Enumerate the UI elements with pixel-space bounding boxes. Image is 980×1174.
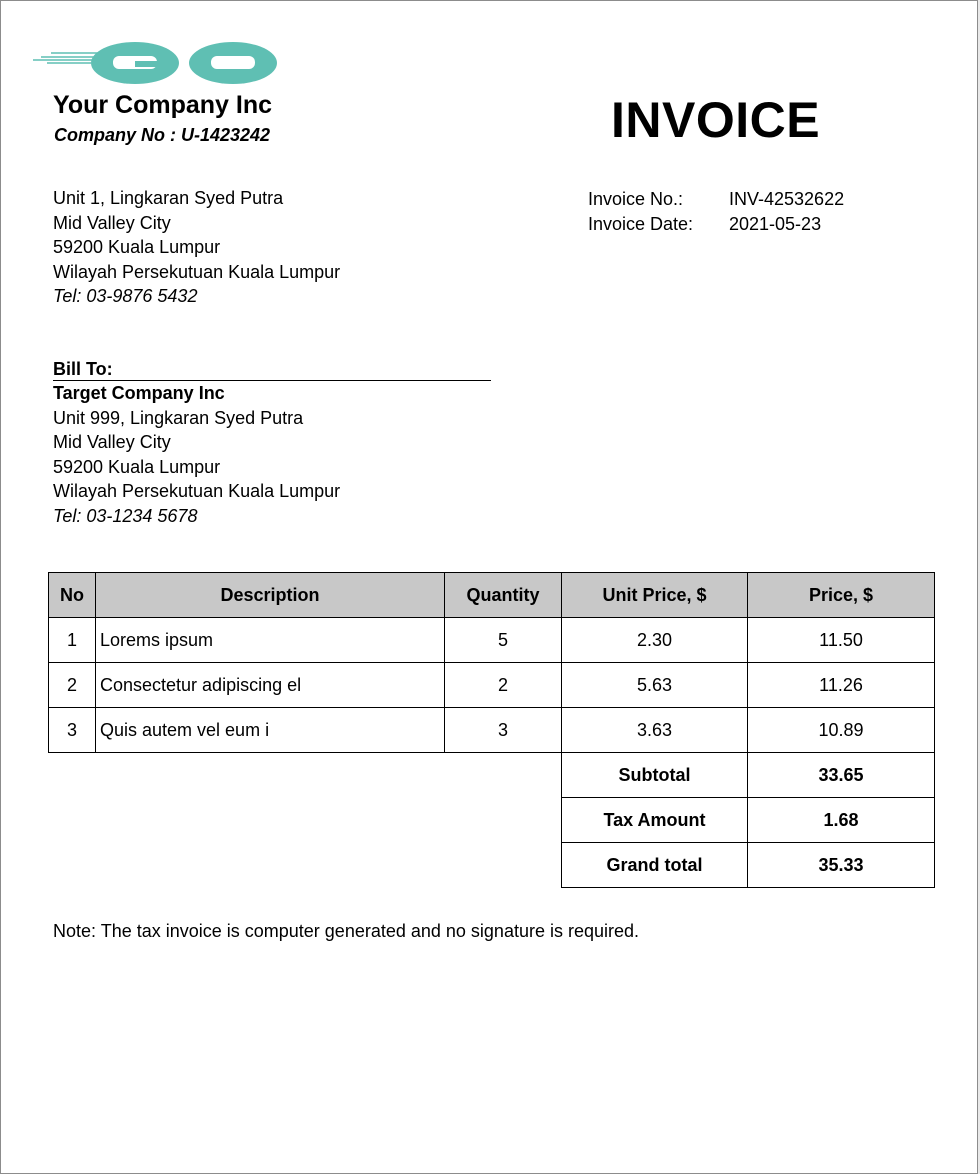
- table-row: [49, 618, 935, 663]
- table-row: [49, 708, 935, 753]
- invoice-number: INV-42532622: [729, 189, 845, 209]
- cell-description: Consectetur adipiscing el: [96, 663, 445, 708]
- address-line: 59200 Kuala Lumpur: [53, 456, 221, 477]
- bill-to-tel: Tel: 03-1234 5678: [53, 505, 198, 526]
- bill-to-heading: Bill To:: [53, 358, 491, 381]
- cell-price: 10.89: [748, 708, 935, 753]
- cell-description: Lorems ipsum: [96, 618, 445, 663]
- invoice-meta: [588, 187, 844, 236]
- grand-total-value: 35.33: [748, 843, 935, 888]
- tax-value: 1.68: [748, 798, 935, 843]
- invoice-date-label: Invoice Date:: [588, 213, 694, 234]
- cell-no: 3: [49, 708, 96, 753]
- cell-quantity: 3: [445, 708, 562, 753]
- cell-unit-price: 5.63: [562, 663, 748, 708]
- bill-to-name: Target Company Inc: [53, 383, 225, 403]
- cell-price: 11.50: [748, 618, 935, 663]
- items-table: [48, 572, 935, 888]
- cell-unit-price: 2.30: [562, 618, 748, 663]
- cell-description: Quis autem vel eum i: [96, 708, 445, 753]
- invoice-note: Note: The tax invoice is computer generated and no signature is required.: [53, 921, 640, 941]
- address-line: Mid Valley City: [53, 432, 171, 452]
- invoice-title: INVOICE: [611, 92, 821, 148]
- column-header: Description: [96, 573, 445, 618]
- subtotal-row: [49, 753, 935, 798]
- table-row: [49, 663, 935, 708]
- address-line: Wilayah Persekutuan Kuala Lumpur: [53, 481, 341, 501]
- speed-lines: [33, 53, 99, 63]
- cell-quantity: 2: [445, 663, 562, 708]
- subtotal-label: Subtotal: [562, 753, 748, 798]
- address-line: Unit 1, Lingkaran Syed Putra: [53, 188, 284, 208]
- address-line: Mid Valley City: [53, 212, 171, 233]
- company-logo: [31, 41, 279, 85]
- company-tel: Tel: 03-9876 5432: [53, 286, 198, 306]
- column-header: No: [49, 573, 96, 618]
- table-header-row: [49, 573, 935, 618]
- invoice-number-label: Invoice No.:: [588, 189, 684, 209]
- cell-no: 2: [49, 663, 96, 708]
- cell-quantity: 5: [445, 618, 562, 663]
- cell-no: 1: [49, 618, 96, 663]
- cell-price: 11.26: [748, 663, 935, 708]
- company-address: [53, 186, 340, 309]
- grand-total-label: Grand total: [562, 843, 748, 888]
- company-number: Company No : U-1423242: [54, 125, 271, 145]
- tax-row: [49, 798, 935, 843]
- tax-label: Tax Amount: [562, 798, 748, 843]
- address-line: Unit 999, Lingkaran Syed Putra: [53, 407, 304, 428]
- column-header: Price, $: [748, 573, 935, 618]
- column-header: Unit Price, $: [562, 573, 748, 618]
- cell-unit-price: 3.63: [562, 708, 748, 753]
- grand-total-row: [49, 843, 935, 888]
- address-line: Wilayah Persekutuan Kuala Lumpur: [53, 261, 341, 282]
- company-name: Your Company Inc: [53, 91, 273, 119]
- address-line: 59200 Kuala Lumpur: [53, 237, 221, 257]
- bill-to-address: [53, 381, 340, 528]
- invoice-date: 2021-05-23: [729, 213, 822, 234]
- subtotal-value: 33.65: [748, 753, 935, 798]
- column-header: Quantity: [445, 573, 562, 618]
